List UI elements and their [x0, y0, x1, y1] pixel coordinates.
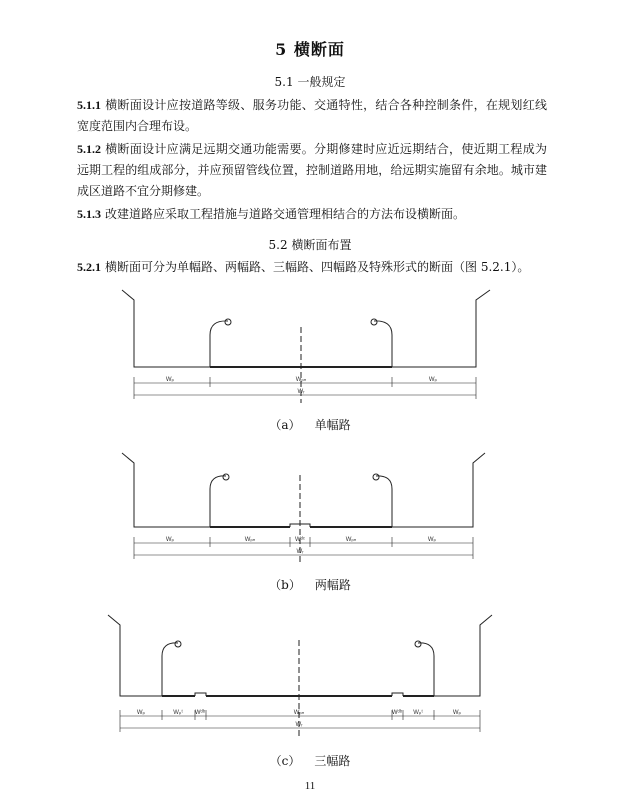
dim-label: Wᵣ	[295, 722, 303, 728]
dim-label: Wₚₙ	[293, 710, 305, 716]
dim-label: Wₚₙ	[244, 537, 256, 543]
section-title-layout: 5.2 横断面布置	[268, 238, 352, 252]
right-ground-line	[434, 615, 492, 696]
lamp-icon	[225, 319, 231, 325]
figure-caption-c	[0, 752, 620, 769]
lamp-icon	[371, 319, 377, 325]
cross-section-a	[0, 285, 620, 405]
figure-three-carriageways	[0, 610, 620, 740]
lamp-icon	[373, 474, 379, 480]
left-ground-line	[122, 453, 210, 527]
clause-5-2-1	[77, 257, 547, 278]
left-ground-line	[122, 290, 210, 367]
dim-label: Wₚₙ	[295, 377, 307, 383]
cross-section-c	[0, 610, 620, 740]
dim-label: Wᵈᶜ	[294, 537, 306, 543]
dim-label: Wₚ	[136, 710, 146, 716]
dim-label: Wᵣ	[296, 549, 304, 555]
right-ground-line	[392, 453, 485, 527]
left-divider	[195, 693, 206, 696]
figure-single-carriageway	[0, 285, 620, 405]
right-divider	[392, 693, 403, 696]
left-ground-line	[108, 615, 162, 696]
dim-label: Wₚ	[165, 537, 175, 543]
clause-number: 5.1.3	[77, 207, 101, 221]
clause-text: 横断面可分为单幅路、两幅路、三幅路、四幅路及特殊形式的断面（图 5.2.1）。	[105, 260, 530, 274]
clause-text: 横断面设计应按道路等级、服务功能、交通特性，结合各种控制条件，在规划红线宽度范围内合理布设。	[77, 98, 547, 133]
lamp-icon	[415, 641, 421, 647]
dim-label: Wₚᵗ	[173, 710, 183, 716]
clause-number: 5.1.2	[77, 142, 101, 156]
caption-tag: （c）	[269, 754, 301, 768]
caption-text: 三幅路	[314, 754, 351, 768]
clause-5-1-2	[77, 139, 547, 202]
clause-5-1-3	[77, 204, 547, 225]
figure-caption-b	[0, 576, 620, 593]
cross-section-b	[0, 445, 620, 565]
dim-label: Wₚ	[165, 377, 175, 383]
lamp-icon	[175, 641, 181, 647]
caption-text: 单幅路	[314, 418, 351, 432]
dim-label: Wₚ	[428, 377, 438, 383]
clause-number: 5.1.1	[77, 98, 101, 112]
chapter-title: 5 横断面	[275, 40, 345, 59]
caption-text: 两幅路	[314, 578, 351, 592]
dim-label: Wₚᵗ	[413, 710, 423, 716]
caption-tag: （b）	[269, 578, 301, 592]
figure-two-carriageways	[0, 445, 620, 565]
dim-label: Wᵈᵇ	[194, 710, 206, 716]
clause-number: 5.2.1	[77, 260, 101, 274]
right-ground-line	[392, 290, 490, 367]
page-number: 11	[304, 780, 316, 792]
dim-label: Wₚ	[452, 710, 462, 716]
figure-caption-a	[0, 416, 620, 433]
section-title-general: 5.1 一般规定	[274, 75, 346, 89]
caption-tag: （a）	[269, 418, 301, 432]
dim-label: Wᵣ	[297, 389, 305, 395]
dim-label: Wₚ	[427, 537, 437, 543]
lamp-icon	[223, 474, 229, 480]
dim-label: Wₚₙ	[345, 537, 357, 543]
clause-text: 改建道路应采取工程措施与道路交通管理相结合的方法布设横断面。	[105, 207, 466, 221]
clause-text: 横断面设计应满足远期交通功能需要。分期修建时应近远期结合，使近期工程成为远期工程的组成部分，并应预留管线位置，控制道路用地，给远期实施留有余地。城市建成区道路不宜分期修建。	[77, 142, 547, 198]
dim-label: Wᵈᵇ	[391, 710, 403, 716]
clause-5-1-1	[77, 95, 547, 137]
